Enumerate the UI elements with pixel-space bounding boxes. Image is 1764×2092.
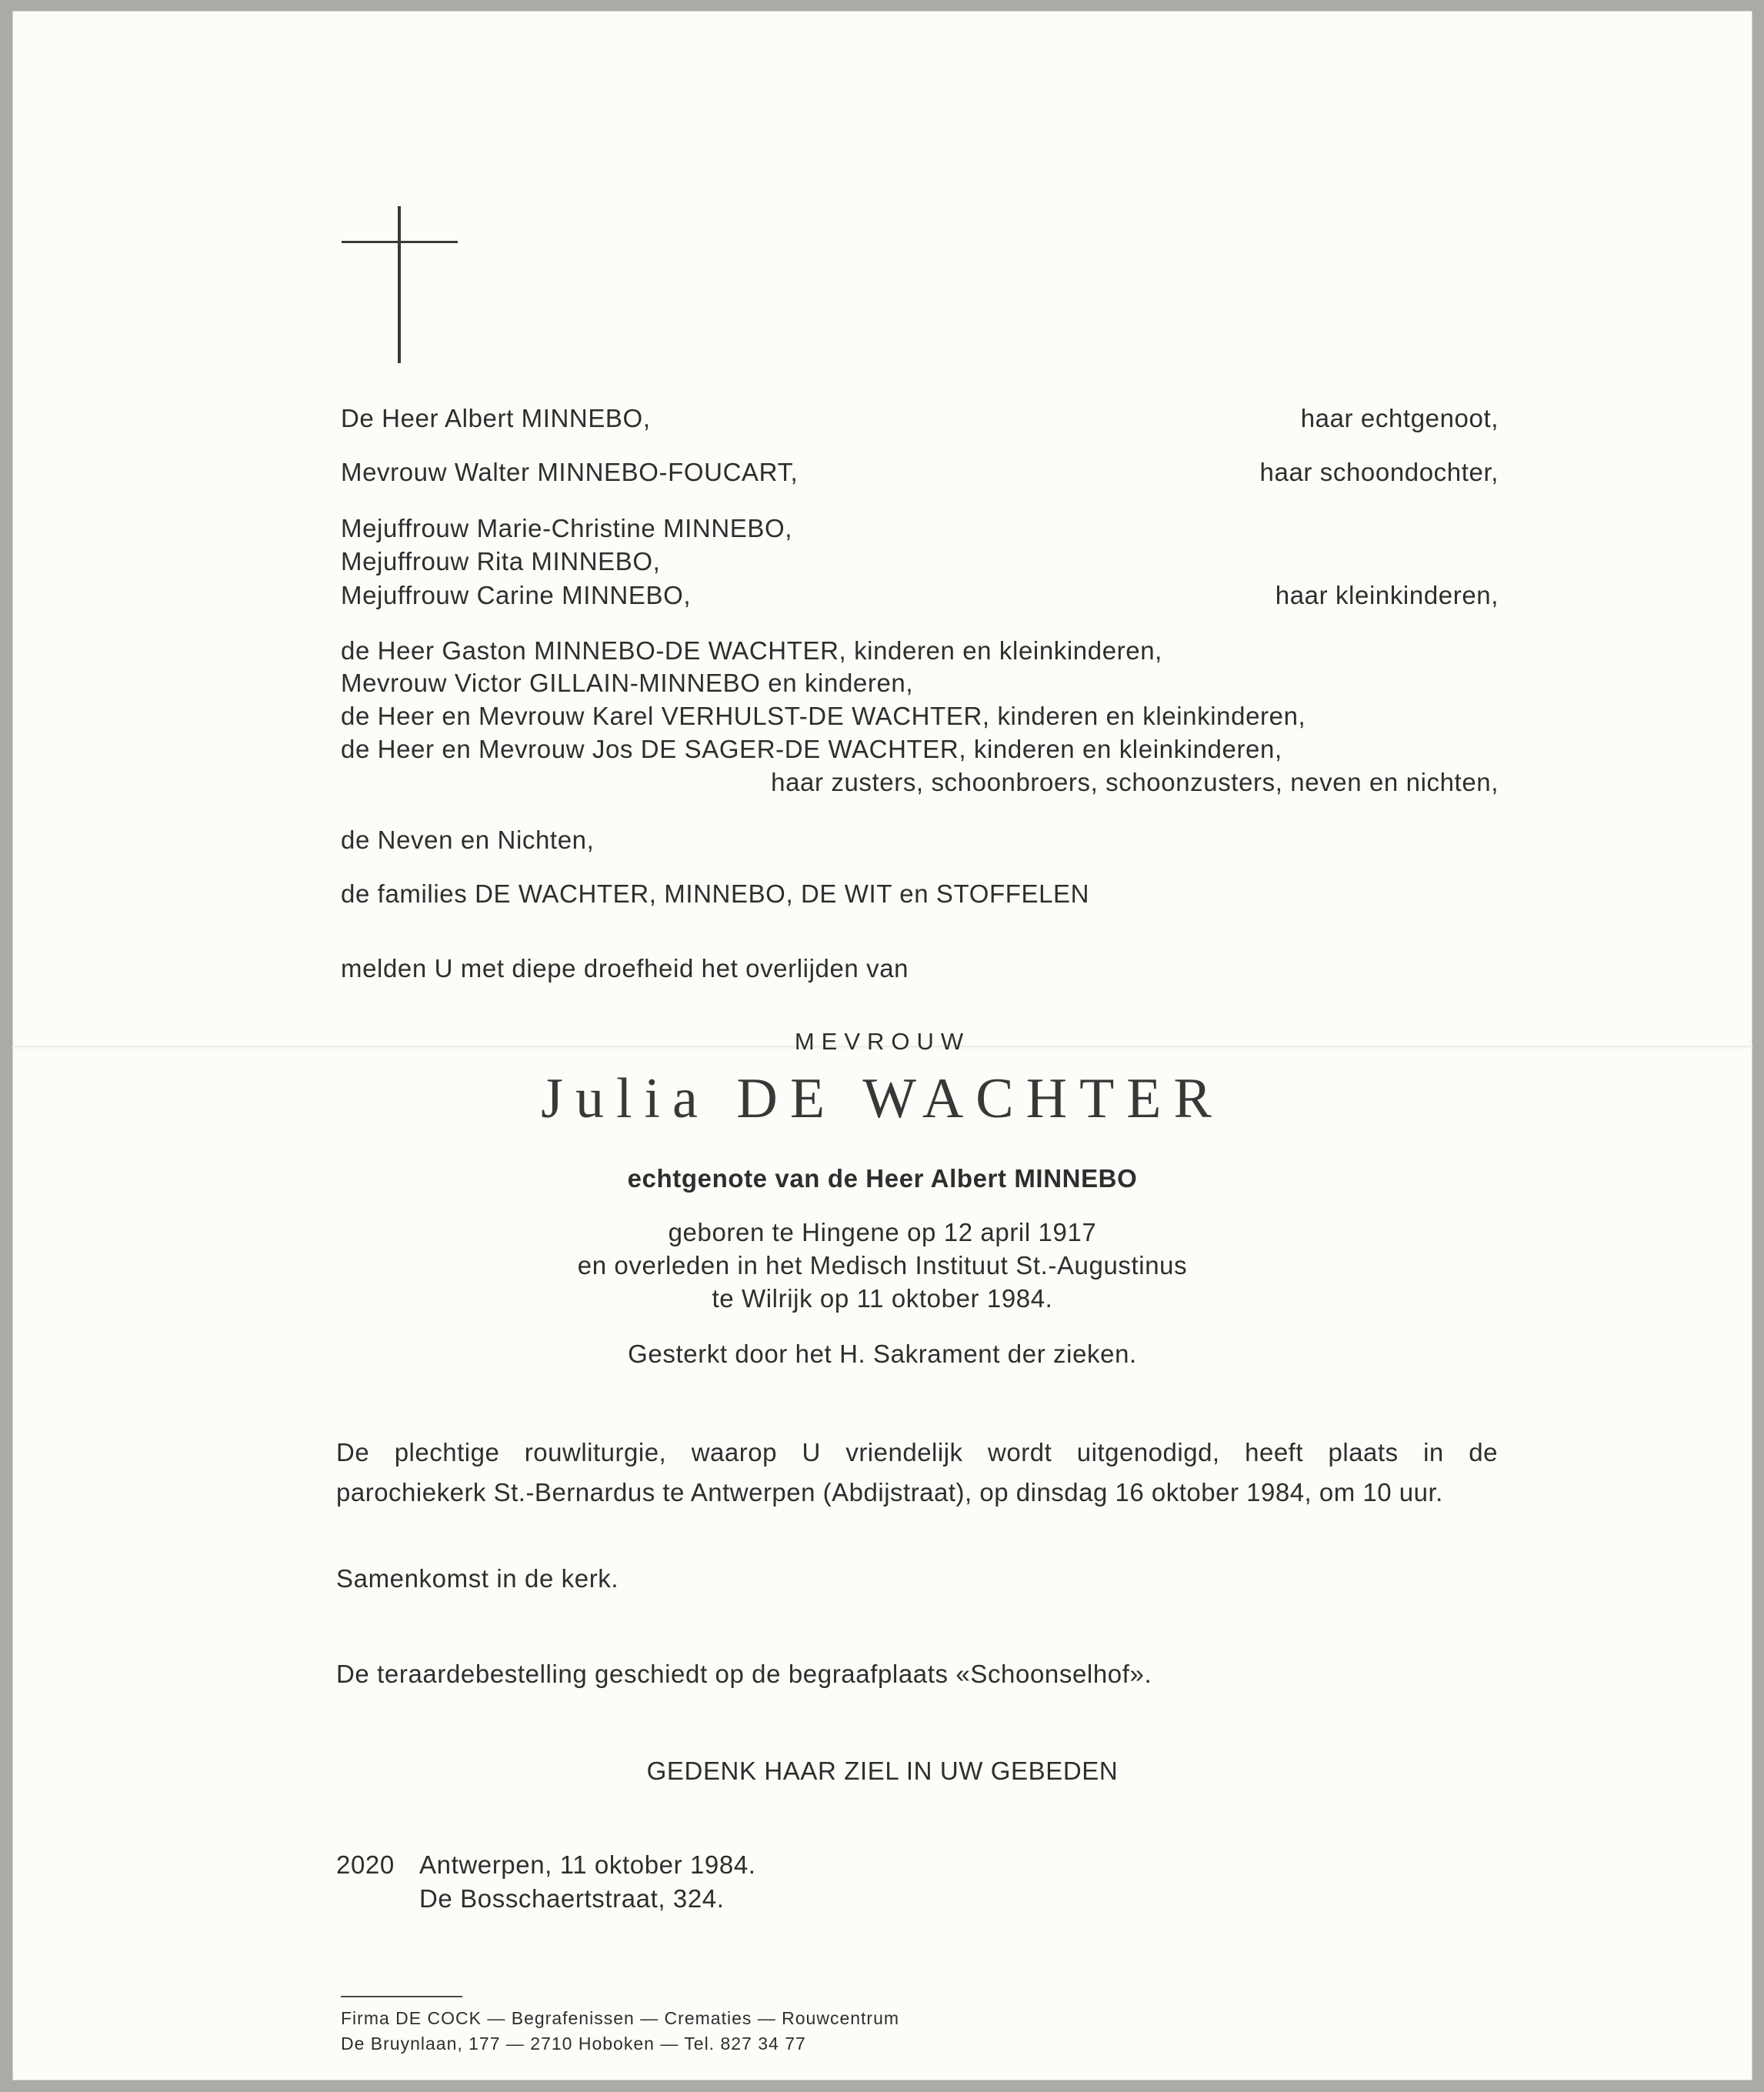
grandchildren-relation: haar kleinkinderen, [1275,581,1499,609]
daughter-in-law-relation: haar schoondochter, [1259,458,1499,486]
address-city-date: Antwerpen, 11 oktober 1984. [419,1850,756,1879]
undertaker-line: Firma DE COCK — Begrafenissen — Crematies — Rouwcentrum [341,2008,900,2028]
sibling-line: de Heer en Mevrouw Jos DE SAGER-DE WACHTER, kinderen en kleinkinderen, [341,735,1282,763]
death-notice-card [12,11,1752,2080]
sibling-line: de Heer en Mevrouw Karel VERHULST-DE WACHTER, kinderen en kleinkinderen, [341,702,1306,730]
divider [341,1996,462,1997]
families-line: de families DE WACHTER, MINNEBO, DE WIT en STOFFELEN [341,879,1090,908]
ceremony-paragraph [336,1433,1498,1513]
gathering-line: Samenkomst in de kerk. [336,1564,619,1593]
grandchild-name: Mejuffrouw Carine MINNEBO, [341,581,692,609]
cross-vertical [398,206,401,363]
husband-name: De Heer Albert MINNEBO, [341,404,651,432]
sibling-line: Mevrouw Victor GILLAIN-MINNEBO en kinderen, [341,669,914,697]
ceremony-line: parochiekerk St.-Bernardus te Antwerpen (Abdijstraat), op dinsdag 16 oktober 1984, om 10 uur. [336,1478,1443,1506]
deceased-title: MEVROUW [794,1028,971,1055]
life-line: te Wilrijk op 11 oktober 1984. [712,1284,1053,1313]
address-street: De Bosschaertstraat, 324. [419,1884,725,1913]
sacrament-line: Gesterkt door het H. Sakrament der zieken. [628,1340,1137,1368]
cross-horizontal [342,241,458,243]
prayer-line: GEDENK HAAR ZIEL IN UW GEBEDEN [646,1757,1119,1785]
ceremony-line: De plechtige rouwliturgie, waarop U vriendelijk wordt uitgenodigd, heeft plaats in de [336,1438,1498,1466]
announcement-text: melden U met diepe droefheid het overlijden van [341,954,909,983]
daughter-in-law-name: Mevrouw Walter MINNEBO-FOUCART, [341,458,799,486]
life-line: geboren te Hingene op 12 april 1917 [668,1218,1097,1246]
cousins-line: de Neven en Nichten, [341,826,595,854]
burial-line: De teraardebestelling geschiedt op de begraafplaats «Schoonselhof». [336,1660,1152,1688]
undertaker-line: De Bruynlaan, 177 — 2710 Hoboken — Tel. 827 34 77 [341,2034,806,2054]
life-line: en overleden in het Medisch Instituut St.-Augustinus [577,1251,1188,1280]
siblings-relation: haar zusters, schoonbroers, schoonzusters, neven en nichten, [771,768,1499,796]
husband-relation: haar echtgenoot, [1300,404,1499,432]
grandchild-name: Mejuffrouw Rita MINNEBO, [341,547,661,576]
deceased-name: Julia DE WACHTER [541,1067,1224,1130]
grandchild-name: Mejuffrouw Marie-Christine MINNEBO, [341,514,793,542]
sibling-line: de Heer Gaston MINNEBO-DE WACHTER, kinderen en kleinkinderen, [341,636,1162,665]
spouse-line: echtgenote van de Heer Albert MINNEBO [627,1164,1138,1193]
address-postcode: 2020 [336,1850,395,1879]
